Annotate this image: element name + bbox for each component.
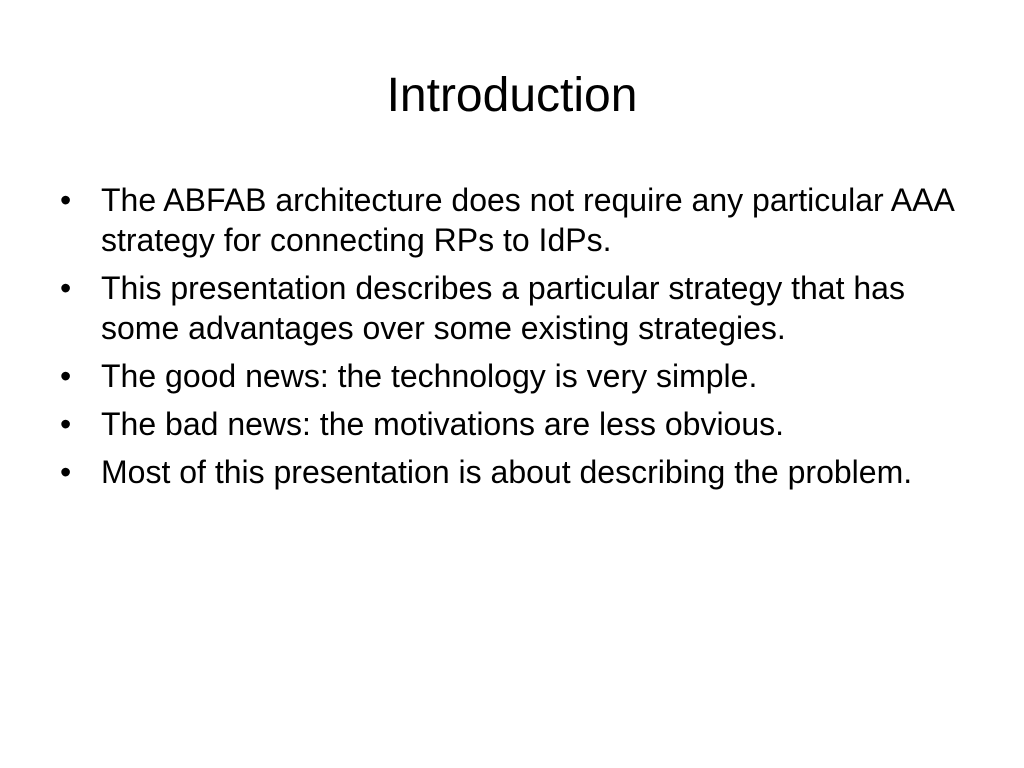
list-item xyxy=(60,180,960,260)
bullet-icon: • xyxy=(60,358,72,394)
list-item xyxy=(60,356,960,396)
bullet-text: The ABFAB architecture does not require any particular AAA strategy for connecting RPs to IdPs. xyxy=(101,182,954,258)
bullet-text: This presentation describes a particular strategy that has some advantages over some existing strategies. xyxy=(101,270,905,346)
bullet-list xyxy=(60,180,960,500)
bullet-icon: • xyxy=(60,406,72,442)
list-item xyxy=(60,404,960,444)
bullet-text: The good news: the technology is very simple. xyxy=(101,358,758,394)
bullet-text: The bad news: the motivations are less obvious. xyxy=(101,406,785,442)
bullet-icon: • xyxy=(60,270,72,306)
list-item xyxy=(60,268,960,348)
bullet-icon: • xyxy=(60,454,72,490)
slide-title: Introduction xyxy=(386,69,638,122)
bullet-icon: • xyxy=(60,182,72,218)
list-item xyxy=(60,452,960,492)
bullet-text: Most of this presentation is about describing the problem. xyxy=(101,454,913,490)
